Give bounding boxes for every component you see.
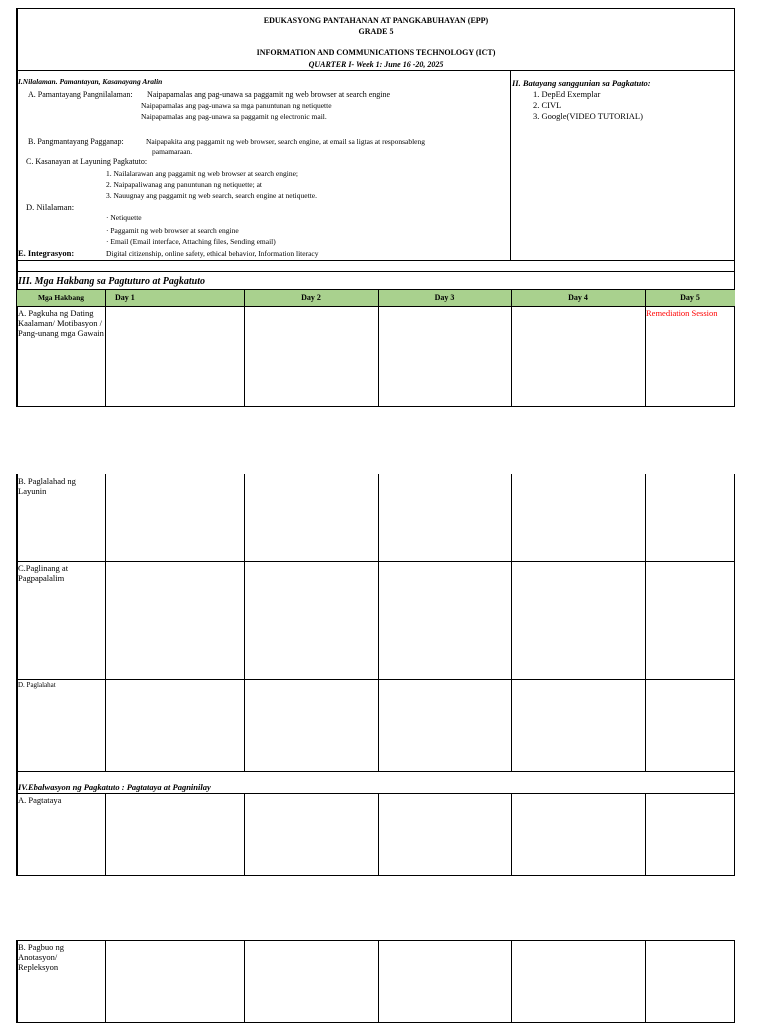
section1-a-line: Naipapamalas ang pag-unawa sa paggamit ng web browser at search engine xyxy=(147,90,391,99)
section1-c-line: 1. Nailalarawan ang paggamit ng web browser at search engine; xyxy=(106,169,299,178)
page3-frame xyxy=(17,940,735,1023)
row-line xyxy=(17,561,735,562)
section1-b-label: B. Pangmantayang Pagganap: xyxy=(28,137,124,146)
remediation-session: Remediation Session xyxy=(646,308,718,318)
section1-e-label: E. Integrasyon: xyxy=(18,248,75,258)
page2-frame xyxy=(17,474,735,876)
frame-left-edge xyxy=(16,474,18,876)
section1-c-line: 2. Naipapaliwanag ang panuntunan ng netiquette; at xyxy=(106,180,262,189)
col-line xyxy=(105,793,106,876)
section4-title: IV.Ebalwasyon ng Pagkatuto : Pagtataya at Pagninilay xyxy=(18,782,211,792)
row-line xyxy=(17,793,735,794)
section1-c-line: 3. Nauugnay ang paggamit ng web search, search engine at netiquette. xyxy=(106,191,317,200)
col-line xyxy=(511,474,512,771)
col-line xyxy=(378,793,379,876)
section2-item: 1. DepEd Exemplar xyxy=(533,89,601,99)
section1-d-label: D. Nilalaman: xyxy=(26,202,75,212)
col-line xyxy=(378,474,379,771)
col-line xyxy=(511,793,512,876)
row-d-label: D. Paglalahat xyxy=(18,681,56,689)
row-c-label: C.Paglinang at Pagpapalalim xyxy=(18,563,69,583)
col-header-day5: Day 5 xyxy=(680,293,700,302)
section1-d-line: · Netiquette xyxy=(106,213,142,222)
section1-a-line: Naipapamalas ang pag-unawa sa mga panuntunan ng netiquette xyxy=(141,101,332,110)
col-line xyxy=(645,289,646,407)
table-header-bottom xyxy=(17,306,735,307)
section2-title: II. Batayang sanggunian sa Pagkatuto: xyxy=(512,78,651,88)
row-b-label: B. Paglalahad ng Layunin xyxy=(18,476,76,496)
col-line xyxy=(105,289,106,407)
col-line xyxy=(645,793,646,876)
col-header-mga-hakbang: Mga Hakbang xyxy=(37,293,85,302)
row-a-label: A. Pagkuha ng Dating Kaalaman/ Motibasyon / Pang-unang mga Gawain xyxy=(18,308,104,338)
section-bottom-line xyxy=(17,260,735,261)
col-line xyxy=(378,289,379,407)
col-header-day2: Day 2 xyxy=(301,293,321,302)
col-line xyxy=(645,940,646,1023)
section2-item: 3. Google(VIDEO TUTORIAL) xyxy=(533,111,643,121)
header-divider xyxy=(17,70,735,71)
section1-a-line: Naipapamalas ang pag-unawa sa paggamit ng electronic mail. xyxy=(141,112,327,121)
section1-b-line: Naipapakita ang paggamit ng web browser, search engine, at email sa ligtas at responsableng xyxy=(146,137,425,146)
col-line xyxy=(511,289,512,407)
header-quarter: QUARTER I- Week 1: June 16 -20, 2025 xyxy=(308,60,444,69)
section1-title: I.Nilalaman. Pamantayan, Kasanayang Aralin xyxy=(18,77,163,86)
header-grade: GRADE 5 xyxy=(358,27,394,36)
row-line xyxy=(17,679,735,680)
col-line xyxy=(244,940,245,1023)
row-pagbuo-label: B. Pagbuo ng Anotasyon/ Repleksyon xyxy=(18,942,65,972)
section1-c-label: C. Kasanayan at Layuning Pagkatuto: xyxy=(26,157,148,166)
section-divider xyxy=(510,70,511,260)
col-line xyxy=(244,289,245,407)
col-header-day1: Day 1 xyxy=(115,293,135,302)
section1-a-label: A. Pamantayang Pangnilalaman: xyxy=(28,90,133,99)
section1-d-line: · Paggamit ng web browser at search engine xyxy=(106,226,239,235)
col-line xyxy=(105,474,106,771)
section2-item: 2. CIVL xyxy=(533,100,562,110)
section3-title: III. Mga Hakbang sa Pagtuturo at Pagkatuto xyxy=(18,276,205,287)
col-header-day4: Day 4 xyxy=(568,293,588,302)
col-line xyxy=(645,474,646,771)
header-title: EDUKASYONG PANTAHANAN AT PANGKABUHAYAN (EPP) xyxy=(263,16,489,25)
row-line xyxy=(17,771,735,772)
row-pagtataya-label: A. Pagtataya xyxy=(18,795,62,805)
col-header-day3: Day 3 xyxy=(434,293,455,302)
section-gap-line xyxy=(17,271,735,272)
col-line xyxy=(511,940,512,1023)
section1-e-text: Digital citizenship, online safety, ethical behavior, Information literacy xyxy=(106,249,319,258)
col-line xyxy=(105,940,106,1023)
col-line xyxy=(378,940,379,1023)
col-line xyxy=(244,474,245,771)
header-subject: INFORMATION AND COMMUNICATIONS TECHNOLOGY (ICT) xyxy=(256,48,496,57)
section1-b-line: pamamaraan. xyxy=(152,147,193,156)
col-line xyxy=(244,793,245,876)
table-header-top xyxy=(17,289,735,290)
section1-d-line: · Email (Email interface, Attaching files, Sending email) xyxy=(106,237,276,246)
